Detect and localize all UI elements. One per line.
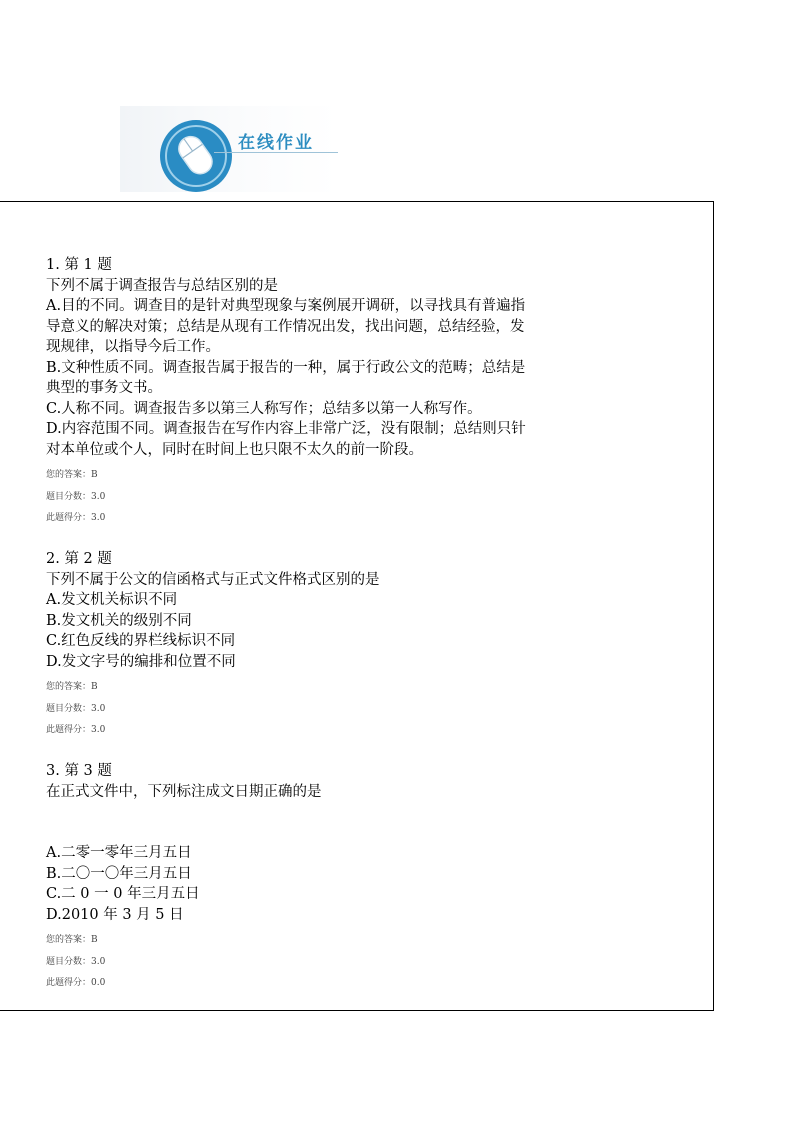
question-heading: 2. 第 2 题 [46,551,112,567]
question-stem: 在正式文件中，下列标注成文日期正确的是 [46,783,322,800]
option-line: A.二零一零年三月五日 [46,845,192,861]
question-3 [46,761,586,995]
option-line: A.目的不同。调查目的是针对典型现象与案例展开调研，以寻找具有普遍指 [46,298,526,314]
question-stem: 下列不属于调查报告与总结区别的是 [46,277,278,294]
option-line: B.文种性质不同。调查报告属于报告的一种，属于行政公文的范畴；总结是 [46,359,526,376]
blank-line [46,823,586,844]
option-line: 现规律，以指导今后工作。 [46,339,220,355]
option-line: 典型的事务文书。 [46,380,162,396]
computer-mouse-icon [158,118,234,194]
banner-title: 在线作业 [238,133,314,153]
option-line: B.二〇一〇年三月五日 [46,865,192,882]
question-points: 题目分数：3.0 [46,956,106,967]
blank-line [46,802,586,823]
question-score: 此题得分：3.0 [46,513,106,523]
option-line: D.发文字号的编排和位置不同 [46,653,236,670]
your-answer: 您的答案：B [46,470,98,480]
option-line: C.人称不同。调查报告多以第三人称写作；总结多以第一人称写作。 [46,400,482,417]
option-line: 导意义的解决对策；总结是从现有工作情况出发，找出问题，总结经验，发 [46,318,525,335]
option-line: C.红色反线的界栏线标识不同 [46,633,236,649]
option-line: B.发文机关的级别不同 [46,612,192,629]
question-score: 此题得分：3.0 [46,725,106,735]
question-score: 此题得分：0.0 [46,978,106,988]
option-line: D.内容范围不同。调查报告在写作内容上非常广泛，没有限制；总结则只针 [46,421,526,437]
option-line: C.二 0 一 0 年三月五日 [46,886,200,902]
question-stem: 下列不属于公文的信函格式与正式文件格式区别的是 [46,571,380,588]
question-points: 题目分数：3.0 [46,703,106,714]
your-answer: 您的答案：B [46,682,98,692]
question-heading: 3. 第 3 题 [46,763,112,779]
option-line: A.发文机关标识不同 [46,592,178,608]
question-heading: 1. 第 1 题 [46,257,112,273]
question-2 [46,549,586,742]
your-answer: 您的答案：B [46,935,98,945]
question-points: 题目分数：3.0 [46,491,106,502]
option-line: D.2010 年 3 月 5 日 [46,906,184,923]
question-1 [46,255,586,530]
option-line: 对本单位或个人，同时在时间上也只限不太久的前一阶段。 [46,441,423,458]
